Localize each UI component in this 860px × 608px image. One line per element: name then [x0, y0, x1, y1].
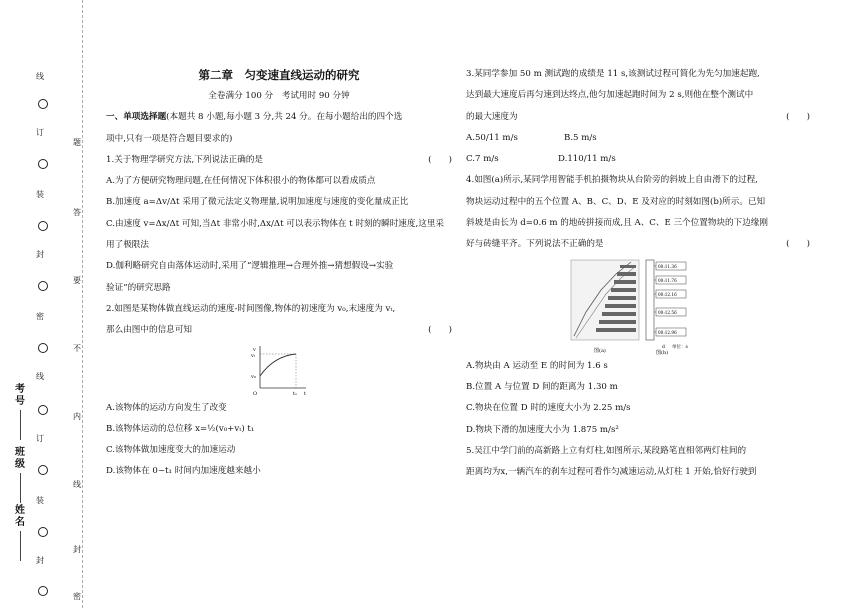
q2-stem: 2.如图是某物体做直线运动的速度-时间图像,物体的初速度为 v₀,末速度为 vₜ, [106, 303, 396, 314]
binding-glyph: 封 [36, 556, 44, 565]
timestamps [654, 262, 686, 336]
section-desc-2: 项中,只有一项是符合题目要求的) [106, 133, 233, 144]
exam-no-label: 考号 [15, 384, 25, 407]
binding-glyph: 题 [73, 138, 81, 147]
binding-hole [38, 465, 48, 475]
q3-option-a: A.50/11 m/s [466, 132, 518, 143]
right-column [466, 0, 810, 483]
q4-option-b: B.位置 A 与位置 D 间的距离为 1.30 m [466, 381, 618, 392]
answer-paren: ( ) [786, 239, 810, 250]
q4-stem-2: 物块运动过程中的五个位置 A、B、C、D、E 及对应的时刻如图(b)所示。已知 [466, 196, 766, 207]
q2-option-c: C.该物体做加速度变大的加速运动 [106, 445, 236, 456]
q1-option-d: D.伽利略研究自由落体运动时,采用了“逻辑推理→合理外推→猜想假设→实验 [106, 261, 394, 272]
timestamp-text: 00:11.36 [658, 263, 677, 269]
q5-stem: 5.吴江中学门前的高新路上立有灯柱,如图所示,某段路笔直相邻两灯柱间的 [466, 445, 747, 456]
caption-b: 图(b) [656, 349, 669, 356]
q4-stem: 4.如图(a)所示,某同学用智能手机拍摄物块从台阶旁的斜坡上自由滑下的过程, [466, 175, 758, 186]
q1-option-d-cont: 验证”的研究思路 [106, 282, 171, 293]
binding-glyph: 要 [73, 276, 81, 285]
q3-options-row-1 [466, 128, 810, 149]
q4-stem-4: 好与砖缝平齐。下列说法不正确的是 [466, 239, 604, 250]
binding-glyph: 不 [73, 344, 81, 353]
q3-option-d: D.110/11 m/s [558, 154, 616, 165]
q3-option-c: C.7 m/s [466, 154, 499, 165]
answer-paren: ( ) [428, 154, 452, 165]
answer-paren: ( ) [786, 111, 810, 122]
name-label: 姓名 [15, 505, 25, 528]
timestamp-text: 00:12.56 [658, 309, 677, 315]
binding-glyph: 线 [36, 72, 44, 81]
binding-glyph: 封 [73, 545, 81, 554]
q4-figure-svg [466, 256, 810, 356]
binding-hole [38, 281, 48, 291]
exam-no-line [20, 410, 21, 440]
q4-option-d: D.物块下滑的加速度大小为 1.875 m/s² [466, 424, 619, 435]
velocity-curve [260, 354, 296, 376]
section-instruction [106, 107, 452, 128]
binding-glyph: 订 [36, 434, 44, 443]
q4-option-a: A.物块由 A 运动至 E 的时间为 1.6 s [466, 360, 608, 371]
binding-glyph: 内 [73, 412, 81, 421]
caption-a: 图(a) [594, 347, 606, 354]
origin-label: O [253, 390, 258, 397]
q4-option-c: C.物块在位置 D 时的速度大小为 2.25 m/s [466, 403, 631, 414]
q4-stem-3: 斜坡是由长为 d=0.6 m 的地砖拼接而成,且 A、C、E 三个位置物块的下边缘刚 [466, 218, 768, 229]
q1-stem-row [106, 150, 452, 171]
q3-stem-row [466, 107, 810, 128]
binding-hole [38, 343, 48, 353]
binding-glyph: 封 [36, 250, 44, 259]
v-axis-label: v [253, 346, 256, 353]
cut-line [82, 0, 83, 608]
q2-option-b: B.该物体运动的总位移 x=½(v₀+vₜ) t₁ [106, 423, 255, 434]
v0-label: v₀ [251, 373, 256, 380]
binding-glyph: 装 [36, 190, 44, 199]
binding-hole [38, 527, 48, 537]
q4-figure [466, 256, 810, 356]
vt-graph-svg [106, 342, 452, 398]
d-label: d [662, 344, 665, 350]
timestamp-text: 00:12.96 [658, 329, 677, 335]
vt-label: vₜ [251, 352, 256, 359]
binding-glyph: 线 [36, 372, 44, 381]
q2-vt-graph [106, 342, 452, 398]
binding-glyph: 线 [73, 480, 81, 489]
binding-glyph: 订 [36, 128, 44, 137]
q1-stem: 1.关于物理学研究方法,下列说法正确的是 [106, 154, 264, 165]
class-line [20, 473, 21, 503]
q3-stem-3: 的最大速度为 [466, 111, 518, 122]
q1-option-b: B.加速度 a=Δv/Δt 采用了微元法定义物理量,说明加速度与速度的变化量成正比 [106, 197, 409, 208]
binding-hole [38, 159, 48, 169]
binding-hole [38, 99, 48, 109]
q2-stem-2: 那么由图中的信息可知 [106, 325, 192, 336]
binding-hole [38, 586, 48, 596]
chapter-label: 第二章 [198, 68, 233, 82]
left-column [106, 0, 452, 483]
timestamp-text: 00:12.16 [658, 291, 677, 297]
t1-label: t₁ [293, 390, 298, 397]
slope-strip [646, 260, 654, 340]
q3-stem: 3.某同学参加 50 m 测试跑的成绩是 11 s,该测试过程可简化为先匀加速起跑, [466, 69, 760, 79]
t-axis-label: t [304, 390, 307, 397]
section-heading: 一、单项选择题 [106, 112, 167, 123]
binding-hole [38, 221, 48, 231]
answer-paren: ( ) [428, 325, 452, 336]
unit-label: 单位：s [672, 344, 688, 350]
binding-glyph: 密 [36, 312, 44, 321]
q2-option-d: D.该物体在 0~t₁ 时间内加速度越来越小 [106, 466, 261, 477]
class-label: 班级 [15, 447, 25, 470]
q3-option-b: B.5 m/s [564, 132, 597, 143]
binding-margin [0, 0, 95, 608]
page-title [106, 64, 452, 86]
q3-stem-2: 达到最大速度后再匀速到达终点,他匀加速起跑时间为 2 s,则他在整个测试中 [466, 90, 754, 101]
name-line [20, 531, 21, 561]
q1-option-c: C.由速度 v=Δx/Δt 可知,当Δt 非常小时,Δx/Δt 可以表示物体在 t 时刻的瞬时速度,这里采 [106, 218, 445, 229]
binding-glyph: 答 [73, 208, 81, 217]
q1-option-c-cont: 用了极限法 [106, 240, 149, 251]
exam-info: 全卷满分 100 分 考试用时 90 分钟 [208, 91, 350, 101]
q5-stem-2: 距离均为x,一辆汽车的刹车过程可看作匀减速运动,从灯柱 1 开始,恰好行驶到 [466, 467, 757, 478]
q2-stem-row [106, 320, 452, 341]
q1-option-a: A.为了方便研究物理问题,在任何情况下体积很小的物体都可以看成质点 [106, 176, 376, 187]
q2-option-a: A.该物体的运动方向发生了改变 [106, 402, 227, 413]
binding-glyph: 装 [36, 496, 44, 505]
binding-glyph: 密 [73, 592, 81, 601]
chapter-title: 匀变速直线运动的研究 [244, 68, 360, 82]
binding-hole [38, 405, 48, 415]
q4-stem-row [466, 234, 810, 255]
timestamp-text: 00:11.76 [658, 277, 677, 283]
section-desc: (本题共 8 小题,每小题 3 分,共 24 分。在每小题给出的四个选 [166, 112, 403, 123]
q3-options-row-2 [466, 149, 810, 170]
